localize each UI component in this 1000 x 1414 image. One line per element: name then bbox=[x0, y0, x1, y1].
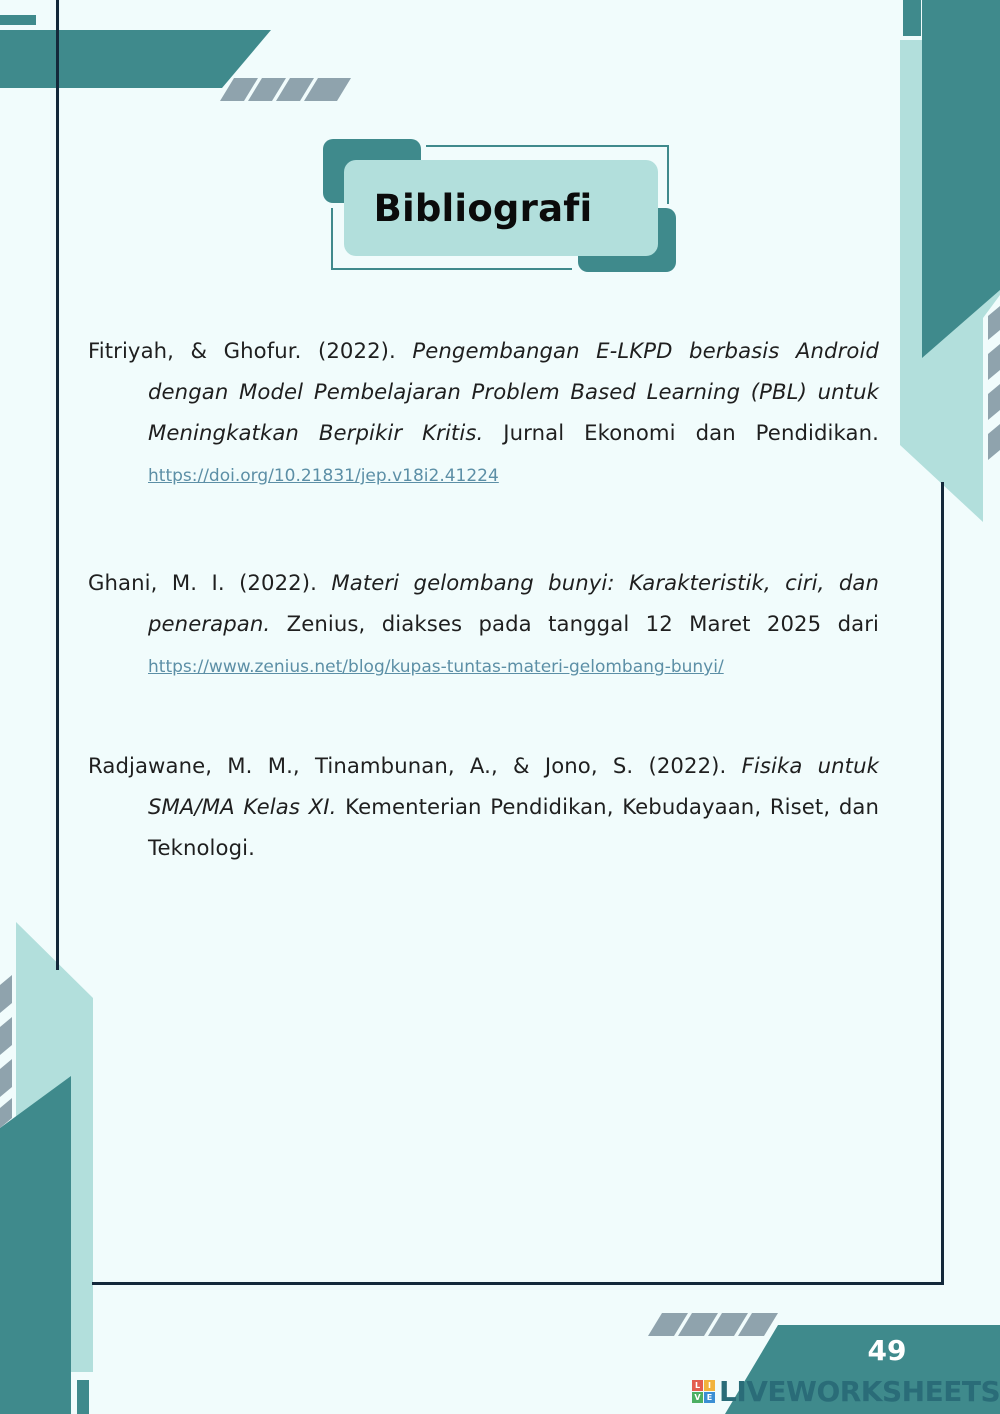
top-left-small-tab bbox=[0, 15, 36, 25]
liveworksheets-text: LIVEWORKSHEETS bbox=[719, 1374, 1000, 1408]
reference-title: Pengembangan E-LKPD berbasis Android dengan Model Pembelajaran Problem Based Learning (PBL) untuk Meningkatkan Berpikir Kritis. bbox=[148, 338, 879, 445]
reference-details: Zenius, diakses pada tanggal 12 Maret 2025 dari bbox=[270, 611, 879, 636]
left-stripes bbox=[0, 975, 12, 1128]
reference-entry bbox=[88, 330, 879, 497]
reference-details: Jurnal Ekonomi dan Pendidikan. bbox=[483, 420, 879, 445]
reference-authors: Ghani, M. I. (2022). bbox=[88, 570, 332, 595]
page-title: Bibliografi bbox=[373, 186, 593, 230]
top-right-small-bar bbox=[903, 0, 921, 36]
reference-link[interactable]: https://www.zenius.net/blog/kupas-tuntas-materi-gelombang-bunyi/ bbox=[148, 657, 724, 677]
liveworksheets-logo-icon: L I V E bbox=[692, 1380, 715, 1403]
reference-title: Materi gelombang bunyi: Karakteristik, ciri, dan penerapan. bbox=[148, 570, 879, 636]
page-number: 49 bbox=[867, 1334, 907, 1367]
reference-entry bbox=[88, 745, 879, 868]
reference-details: Kementerian Pendidikan, Kebudayaan, Riset, dan Teknologi. bbox=[148, 794, 879, 860]
reference-authors: Radjawane, M. M., Tinambunan, A., & Jono, S. (2022). bbox=[88, 753, 742, 778]
reference-link[interactable]: https://doi.org/10.21831/jep.v18i2.41224 bbox=[148, 466, 499, 486]
bottom-right-stripes bbox=[648, 1313, 778, 1336]
reference-title: Fisika untuk SMA/MA Kelas XI. bbox=[148, 753, 879, 819]
reference-entry bbox=[88, 562, 879, 688]
reference-authors: Fitriyah, & Ghofur. (2022). bbox=[88, 338, 413, 363]
frame-right-line bbox=[941, 482, 944, 1285]
top-left-stripes bbox=[220, 78, 351, 101]
frame-left-line bbox=[56, 0, 59, 970]
bottom-left-dark-shape bbox=[0, 1076, 71, 1414]
liveworksheets-watermark bbox=[692, 1374, 1000, 1408]
top-left-banner bbox=[0, 30, 271, 88]
frame-bottom-line bbox=[92, 1282, 944, 1285]
right-stripes bbox=[988, 306, 1000, 460]
bottom-left-small-bar bbox=[77, 1380, 89, 1414]
